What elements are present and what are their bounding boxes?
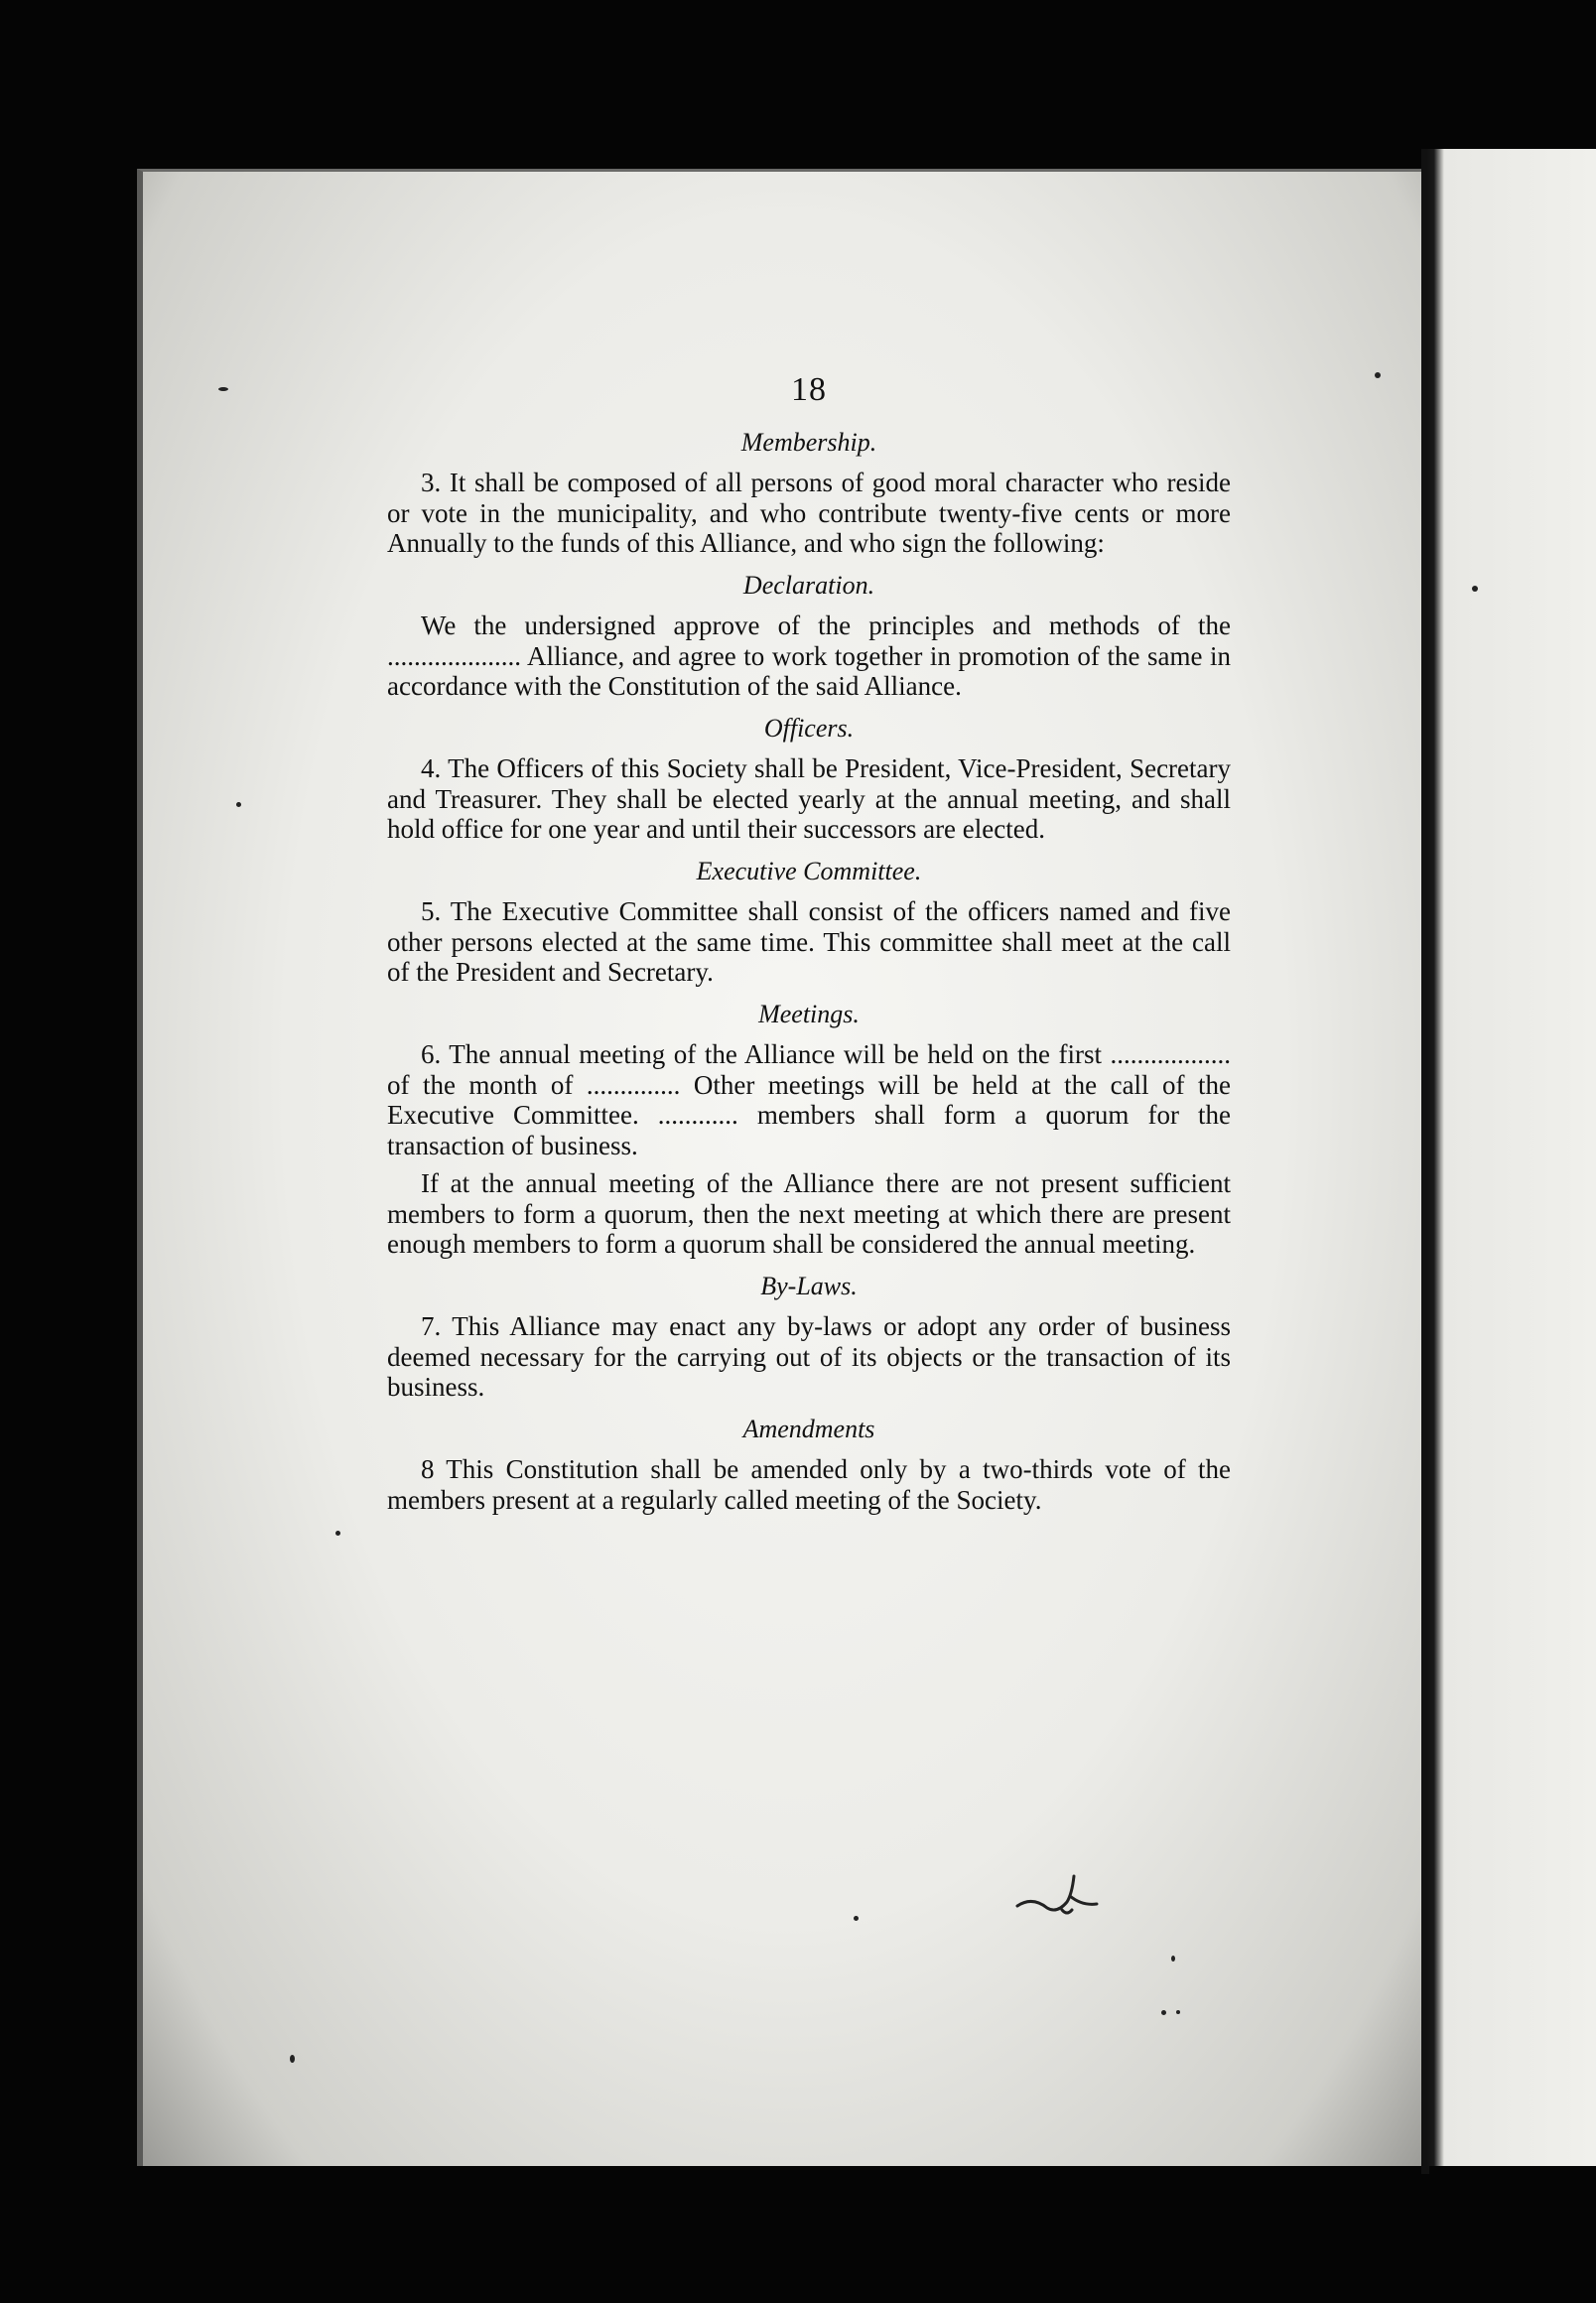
scan-speck bbox=[1472, 586, 1478, 592]
scan-speck bbox=[236, 802, 241, 807]
scan-speck bbox=[1161, 2010, 1166, 2015]
scan-speck bbox=[1375, 372, 1381, 378]
section-paragraph: 3. It shall be composed of all persons of good moral character who reside or vote in the municipality, and who contribute twenty-five cents or more Annually to the funds of this Alliance, and who sign the following: bbox=[387, 468, 1231, 558]
section-amendments bbox=[387, 1415, 1231, 1516]
facing-page-edge bbox=[1427, 149, 1596, 2166]
section-declaration bbox=[387, 571, 1231, 702]
scan-speck bbox=[1171, 1956, 1175, 1962]
scan-speck bbox=[854, 1916, 859, 1921]
scan-speck bbox=[290, 2055, 295, 2063]
section-paragraph: We the undersigned approve of the principles and methods of the .................... Alliance, and agree to work together in promotion of the same in accordance with the Constitution of the said Alliance. bbox=[387, 610, 1231, 701]
scan-speck bbox=[218, 387, 228, 391]
section-paragraph: 4. The Officers of this Society shall be President, Vice-President, Secretary and Treasurer. They shall be elected yearly at the annual meeting, and shall hold office for one year and until their successors are elected. bbox=[387, 753, 1231, 844]
section-paragraph: 6. The annual meeting of the Alliance will be held on the first .................. of the month of .............. Other meetings will be held at the call of the Executive Committee. ............ members shall form a quorum for the transaction of business. bbox=[387, 1039, 1231, 1160]
section-paragraph: 8 This Constitution shall be amended only by a two-thirds vote of the members present at a regularly called meeting of the Society. bbox=[387, 1454, 1231, 1515]
scan-speck bbox=[335, 1531, 340, 1536]
section-paragraph: If at the annual meeting of the Alliance there are not present sufficient members to form a quorum, then the next meeting at which there are present enough members to form a quorum shall be considered the annual meeting. bbox=[387, 1168, 1231, 1259]
section-officers bbox=[387, 714, 1231, 845]
section-by-laws bbox=[387, 1272, 1231, 1403]
section-heading: Membership. bbox=[740, 427, 877, 457]
section-executive-committee bbox=[387, 857, 1231, 988]
section-paragraph: 7. This Alliance may enact any by-laws or adopt any order of business deemed necessary for the carrying out of its objects or the transaction of its business. bbox=[387, 1311, 1231, 1402]
section-heading: Meetings. bbox=[758, 999, 860, 1028]
section-heading: Amendments bbox=[742, 1414, 875, 1443]
page-number: 18 bbox=[791, 371, 827, 408]
section-membership bbox=[387, 428, 1231, 559]
handwritten-mark-icon bbox=[1012, 1866, 1102, 1926]
section-meetings bbox=[387, 1000, 1231, 1260]
section-heading: Officers. bbox=[763, 713, 855, 743]
section-heading: By-Laws. bbox=[760, 1271, 858, 1300]
section-heading: Executive Committee. bbox=[696, 856, 922, 885]
scan-speck bbox=[1176, 2010, 1180, 2014]
section-heading: Declaration. bbox=[742, 570, 875, 600]
page-text bbox=[387, 371, 1231, 1523]
section-paragraph: 5. The Executive Committee shall consist of the officers named and five other persons elected at the same time. This committee shall meet at the call of the President and Secretary. bbox=[387, 896, 1231, 987]
